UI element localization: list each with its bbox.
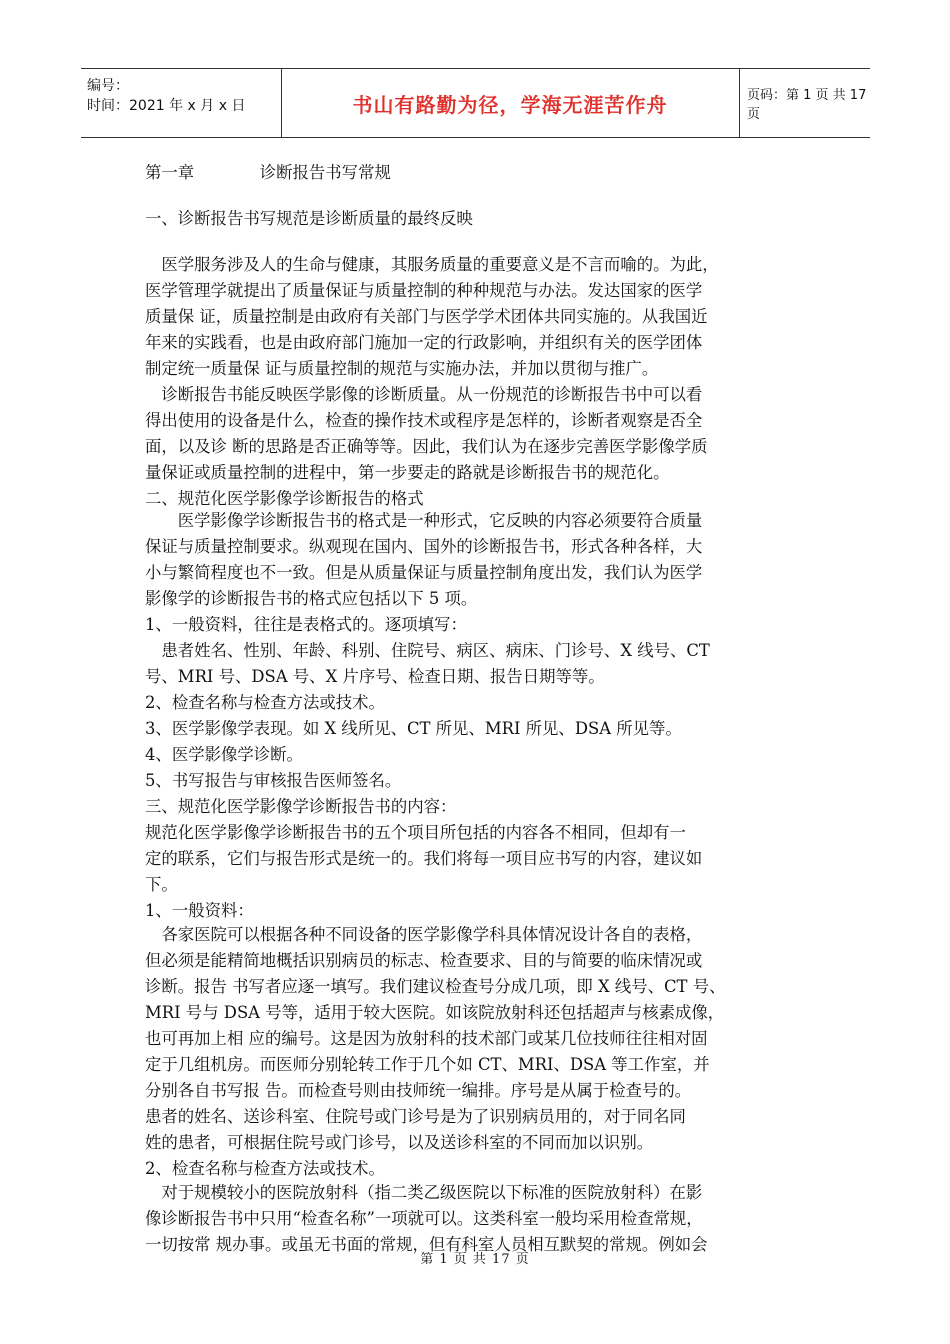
text-line: 像诊断报告书中只用“检查名称”一项就可以。这类科室一般均采用检查常规， <box>145 1209 703 1228</box>
text-line: 分别各自书写报 告。而检查号则由技师统一编排。序号是从属于检查号的。 <box>145 1081 692 1100</box>
text-line: 小与繁简程度也不一致。但是从质量保证与质量控制角度出发，我们认为医学 <box>145 563 703 582</box>
header-motto <box>281 69 740 137</box>
text-line: 二、规范化医学影像学诊断报告的格式 <box>145 489 424 508</box>
text-line: 1、一般资料： <box>145 901 254 920</box>
text-line: 面，以及诊 断的思路是否正确等等。因此，我们认为在逐步完善医学影像学质 <box>145 437 708 456</box>
text-line: 号、MRI 号、DSA 号、X 片序号、检查日期、报告日期等等。 <box>145 667 605 686</box>
text-line: 保证与质量控制要求。纵观现在国内、国外的诊断报告书，形式各种各样，大 <box>145 537 703 556</box>
page-footer: 第 1 页 共 17 页 <box>420 1252 530 1267</box>
text-line: 影像学的诊断报告书的格式应包括以下 5 项。 <box>145 589 478 608</box>
text-line: 对于规模较小的医院放射科（指二类乙级医院以下标准的医院放射科）在影 <box>145 1183 703 1202</box>
text-line: 也可再加上相 应的编号。这是因为放射科的技术部门或某几位技师往往相对固 <box>145 1029 708 1048</box>
text-line: 诊断。报告 书写者应逐一填写。我们建议检查号分成几项，即 X 线号、CT 号、 <box>145 977 726 996</box>
document-date: 时间：2021 年 x 月 x 日 <box>87 98 246 114</box>
text-line: 三、规范化医学影像学诊断报告书的内容： <box>145 797 457 816</box>
header-page-info: 页码：第 1 页 共 17 页 <box>747 88 867 122</box>
text-line: 医学服务涉及人的生命与健康，其服务质量的重要意义是不言而喻的。为此， <box>145 255 719 274</box>
text-line: 但必须是能精简地概括识别病员的标志、检查要求、目的与简要的临床情况或 <box>145 951 703 970</box>
motto-text: 书山有路勤为径，学海无涯苦作舟 <box>352 92 668 117</box>
header-meta <box>81 69 282 137</box>
text-line: 诊断报告书能反映医学影像的诊断质量。从一份规范的诊断报告书中可以看 <box>145 385 703 404</box>
text-line: 医学影像学诊断报告书的格式是一种形式，它反映的内容必须要符合质量 <box>145 511 703 530</box>
text-line: 姓的患者，可根据住院号或门诊号，以及送诊科室的不同而加以识别。 <box>145 1133 654 1152</box>
text-line: 定的联系，它们与报告形式是统一的。我们将每一项目应书写的内容，建议如 <box>145 849 703 868</box>
text-line: 医学管理学就提出了质量保证与质量控制的种种规范与办法。发达国家的医学 <box>145 281 703 300</box>
text-line: 第一章 诊断报告书写常规 <box>145 163 391 182</box>
page-header <box>81 68 870 138</box>
text-line: 得出使用的设备是什么，检查的操作技术或程序是怎样的，诊断者观察是否全 <box>145 411 703 430</box>
text-line: 年来的实践看，也是由政府部门施加一定的行政影响，并组织有关的医学团体 <box>145 333 703 352</box>
text-line: 下。 <box>145 875 178 894</box>
text-line: 5、书写报告与审核报告医师签名。 <box>145 771 402 790</box>
text-line: 2、检查名称与检查方法或技术。 <box>145 693 385 712</box>
text-line: 一切按常 规办事。或虽无书面的常规，但有科室人员相互默契的常规。例如会 <box>145 1235 708 1254</box>
text-line: 4、医学影像学诊断。 <box>145 745 303 764</box>
text-line: 质量保 证，质量控制是由政府有关部门与医学学术团体共同实施的。从我国近 <box>145 307 708 326</box>
text-line: 一、诊断报告书写规范是诊断质量的最终反映 <box>145 209 473 228</box>
text-line: 2、检查名称与检查方法或技术。 <box>145 1159 385 1178</box>
text-line: 量保证或质量控制的进程中，第一步要走的路就是诊断报告书的规范化。 <box>145 463 670 482</box>
text-line: 定于几组机房。而医师分别轮转工作于几个如 CT、MRI、DSA 等工作室，并 <box>145 1055 710 1074</box>
text-line: MRI 号与 DSA 号等，适用于较大医院。如该院放射科还包括超声与核素成像， <box>145 1003 725 1022</box>
text-line: 制定统一质量保 证与质量控制的规范与实施办法，并加以贯彻与推广。 <box>145 359 659 378</box>
document-number: 编号： <box>87 78 129 94</box>
text-line: 规范化医学影像学诊断报告书的五个项目所包括的内容各不相同，但却有一 <box>145 823 686 842</box>
text-line: 患者姓名、性别、年龄、科别、住院号、病区、病床、门诊号、X 线号、CT <box>145 641 710 660</box>
text-line: 患者的姓名、送诊科室、住院号或门诊号是为了识别病员用的，对于同名同 <box>145 1107 686 1126</box>
text-line: 3、医学影像学表现。如 X 线所见、CT 所见、MRI 所见、DSA 所见等。 <box>145 719 682 738</box>
text-line: 各家医院可以根据各种不同设备的医学影像学科具体情况设计各自的表格， <box>145 925 703 944</box>
text-line: 1、一般资料，往往是表格式的。逐项填写： <box>145 615 467 634</box>
